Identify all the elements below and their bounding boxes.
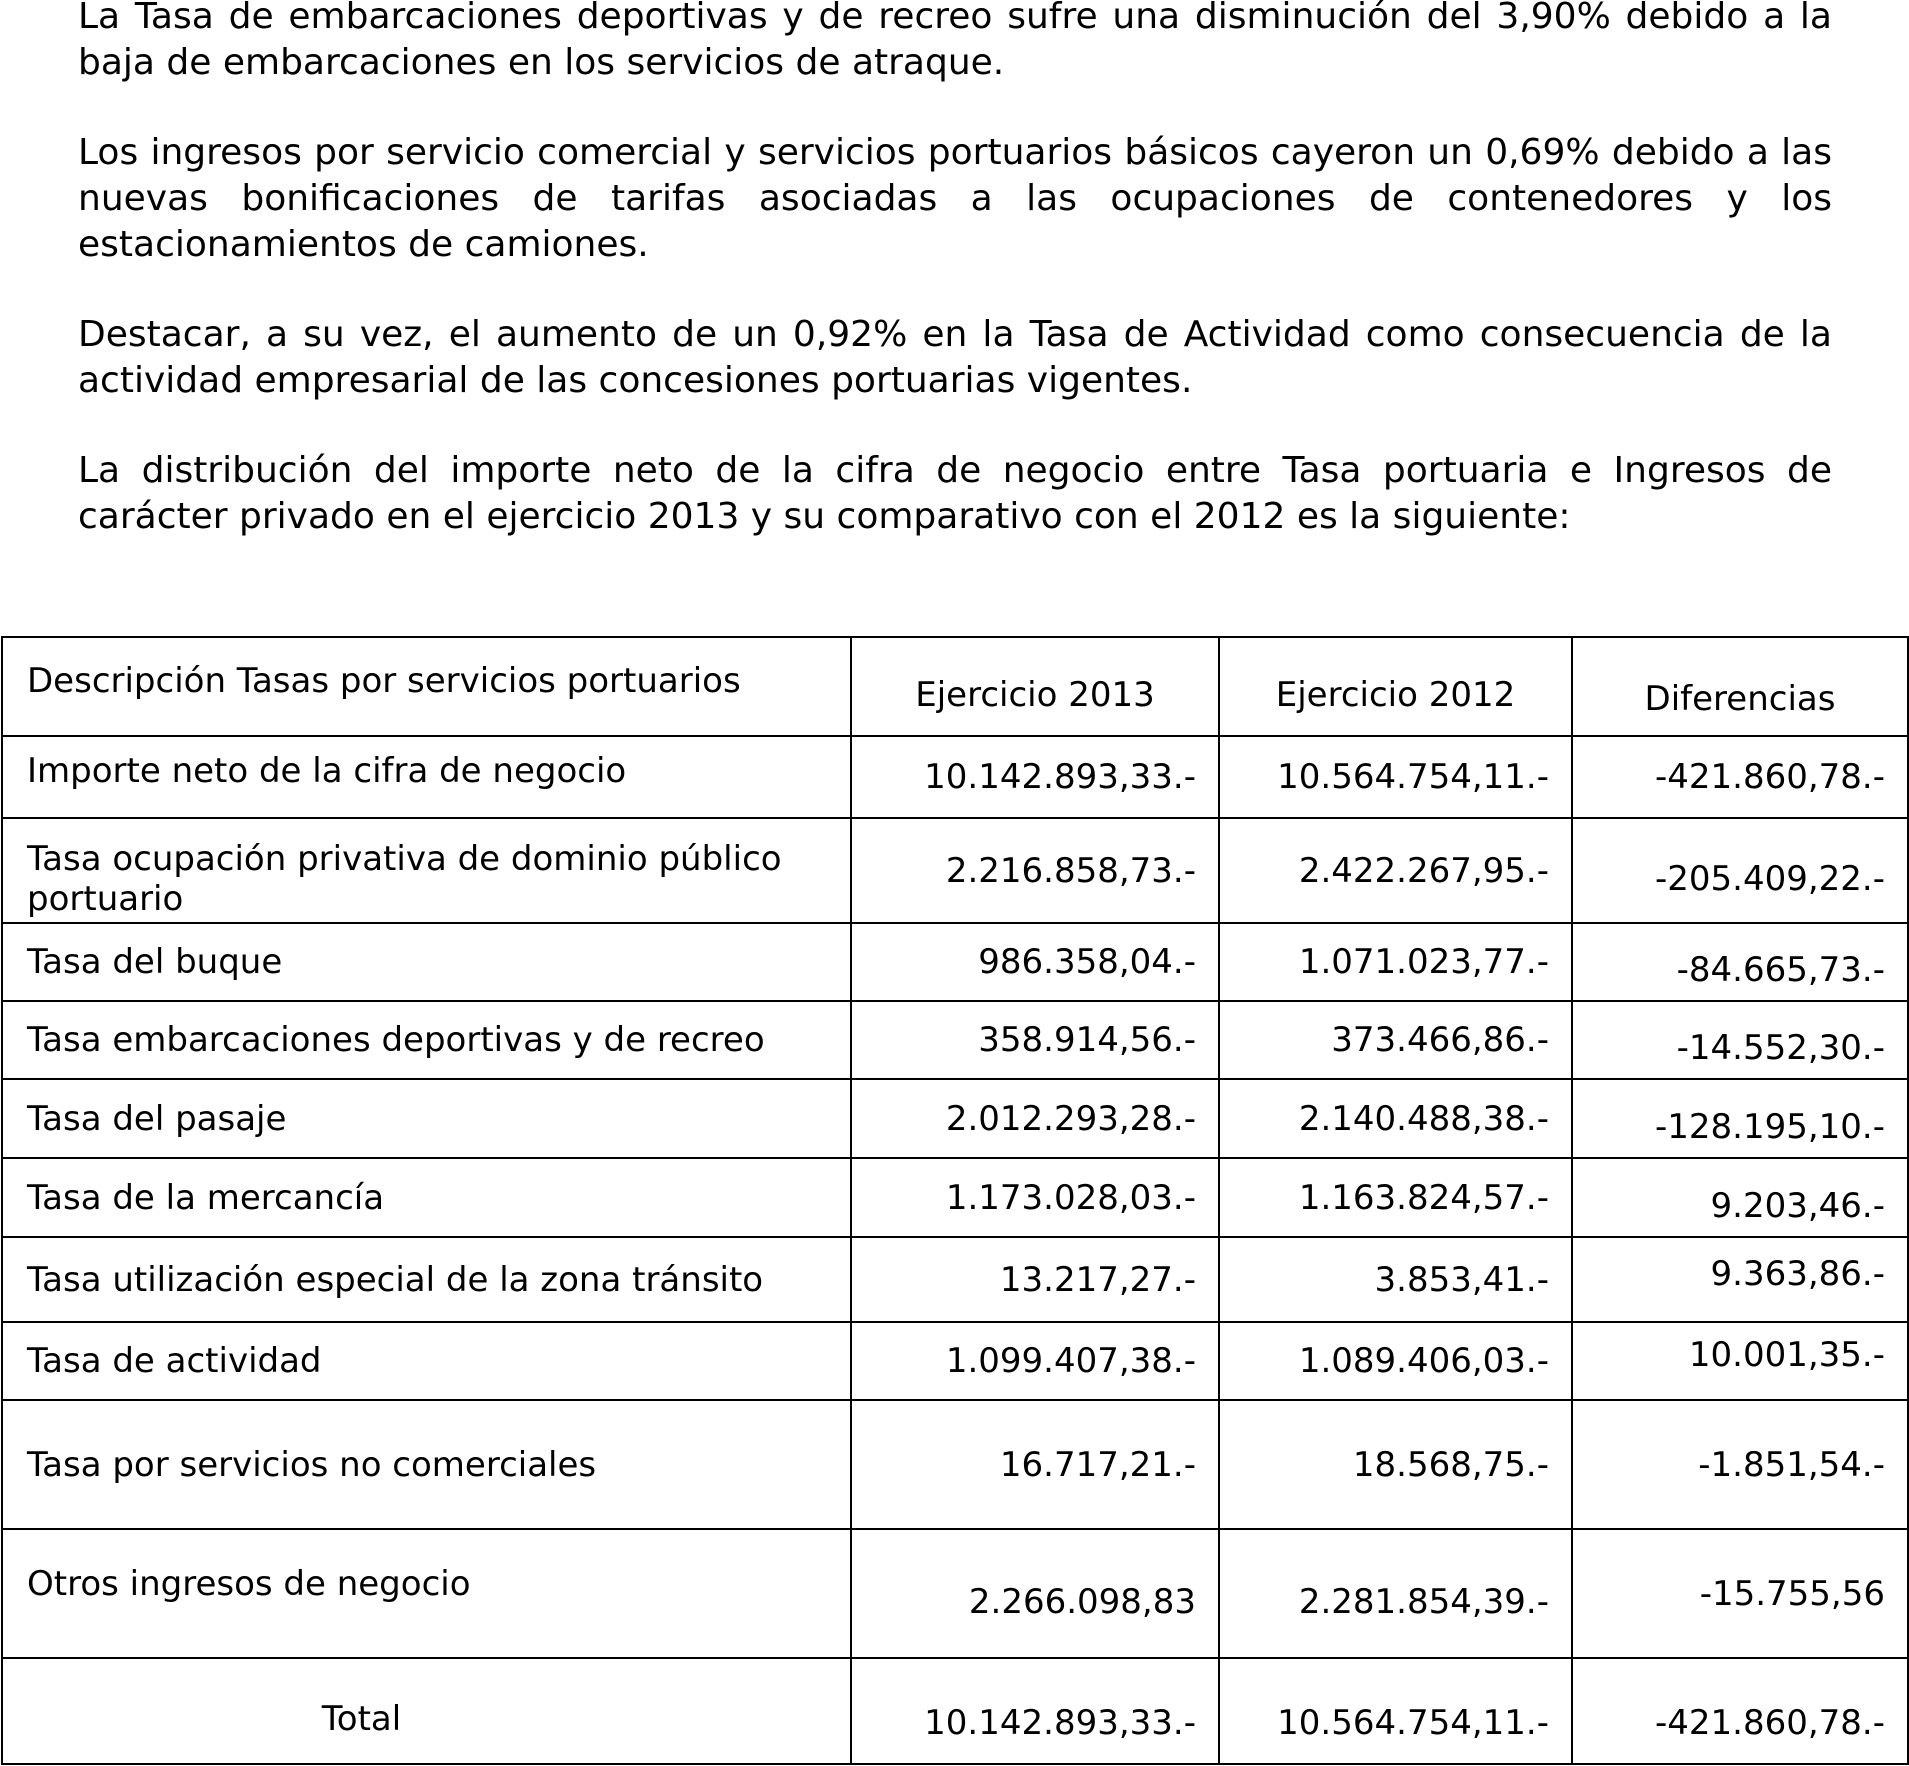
row-value-2012: 3.853,41.- [1219,1237,1572,1322]
paragraph-3: Destacar, a su vez, el aumento de un 0,92% en la Tasa de Actividad como consecuencia de la actividad empresarial de las concesiones portuarias vigentes. [78,314,1832,401]
row-description: Otros ingresos de negocio [2,1529,851,1658]
total-value-2012: 10.564.754,11.- [1219,1658,1572,1764]
row-value-2012: 10.564.754,11.- [1219,736,1572,818]
row-value-2013: 2.216.858,73.- [851,818,1219,923]
row-difference: 9.363,86.- [1572,1237,1908,1322]
row-description: Tasa por servicios no comerciales [2,1400,851,1529]
row-description: Tasa del pasaje [2,1079,851,1158]
total-label: Total [2,1658,851,1764]
row-value-2013: 358.914,56.- [851,1001,1219,1079]
row-difference: -14.552,30.- [1572,1001,1908,1079]
row-difference: -205.409,22.- [1572,818,1908,923]
row-value-2012: 1.089.406,03.- [1219,1322,1572,1400]
row-description: Tasa utilización especial de la zona tránsito [2,1237,851,1322]
header-2013: Ejercicio 2013 [851,637,1219,736]
row-value-2013: 2.266.098,83 [851,1529,1219,1658]
row-difference: -84.665,73.- [1572,923,1908,1001]
table-row [2,1158,1908,1237]
row-value-2012: 2.281.854,39.- [1219,1529,1572,1658]
header-description: Descripción Tasas por servicios portuarios [2,637,851,736]
row-difference: -15.755,56 [1572,1529,1908,1658]
row-value-2013: 13.217,27.- [851,1237,1219,1322]
row-value-2012: 18.568,75.- [1219,1400,1572,1529]
table-row [2,1237,1908,1322]
row-difference: -128.195,10.- [1572,1079,1908,1158]
row-value-2013: 1.099.407,38.- [851,1322,1219,1400]
row-value-2013: 1.173.028,03.- [851,1158,1219,1237]
row-value-2012: 1.163.824,57.- [1219,1158,1572,1237]
body-text [78,0,1832,584]
row-value-2012: 2.140.488,38.- [1219,1079,1572,1158]
table-row [2,736,1908,818]
row-value-2013: 10.142.893,33.- [851,736,1219,818]
table-row [2,1079,1908,1158]
paragraph-2: Los ingresos por servicio comercial y servicios portuarios básicos cayeron un 0,69% debido a las nuevas bonificaciones de tarifas asociadas a las ocupaciones de contenedores y los estacionamientos de camiones. [78,132,1832,265]
total-value-2013: 10.142.893,33.- [851,1658,1219,1764]
row-value-2012: 1.071.023,77.- [1219,923,1572,1001]
row-description: Tasa del buque [2,923,851,1001]
row-value-2013: 16.717,21.- [851,1400,1219,1529]
total-difference: -421.860,78.- [1572,1658,1908,1764]
row-difference: 9.203,46.- [1572,1158,1908,1237]
row-value-2013: 986.358,04.- [851,923,1219,1001]
row-difference: -1.851,54.- [1572,1400,1908,1529]
row-description: Tasa de la mercancía [2,1158,851,1237]
table-row [2,1001,1908,1079]
row-description: Tasa de actividad [2,1322,851,1400]
paragraph-1: La Tasa de embarcaciones deportivas y de recreo sufre una disminución del 3,90% debido a la baja de embarcaciones en los servicios de atraque. [78,0,1832,83]
row-description: Tasa embarcaciones deportivas y de recreo [2,1001,851,1079]
header-differences: Diferencias [1572,637,1908,736]
table-row [2,1529,1908,1658]
row-description: Tasa ocupación privativa de dominio público portuario [2,818,851,923]
table-header-row [2,637,1908,736]
table-row [2,1322,1908,1400]
table-total-row [2,1658,1908,1764]
row-description: Importe neto de la cifra de negocio [2,736,851,818]
row-value-2012: 373.466,86.- [1219,1001,1572,1079]
row-difference: 10.001,35.- [1572,1322,1908,1400]
table-row [2,923,1908,1001]
row-value-2012: 2.422.267,95.- [1219,818,1572,923]
table-row [2,1400,1908,1529]
row-difference: -421.860,78.- [1572,736,1908,818]
port-fees-table [1,636,1909,1765]
row-value-2013: 2.012.293,28.- [851,1079,1219,1158]
header-2012: Ejercicio 2012 [1219,637,1572,736]
table-row [2,818,1908,923]
paragraph-4: La distribución del importe neto de la cifra de negocio entre Tasa portuaria e Ingresos de carácter privado en el ejercicio 2013 y su comparativo con el 2012 es la siguiente: [78,450,1832,537]
